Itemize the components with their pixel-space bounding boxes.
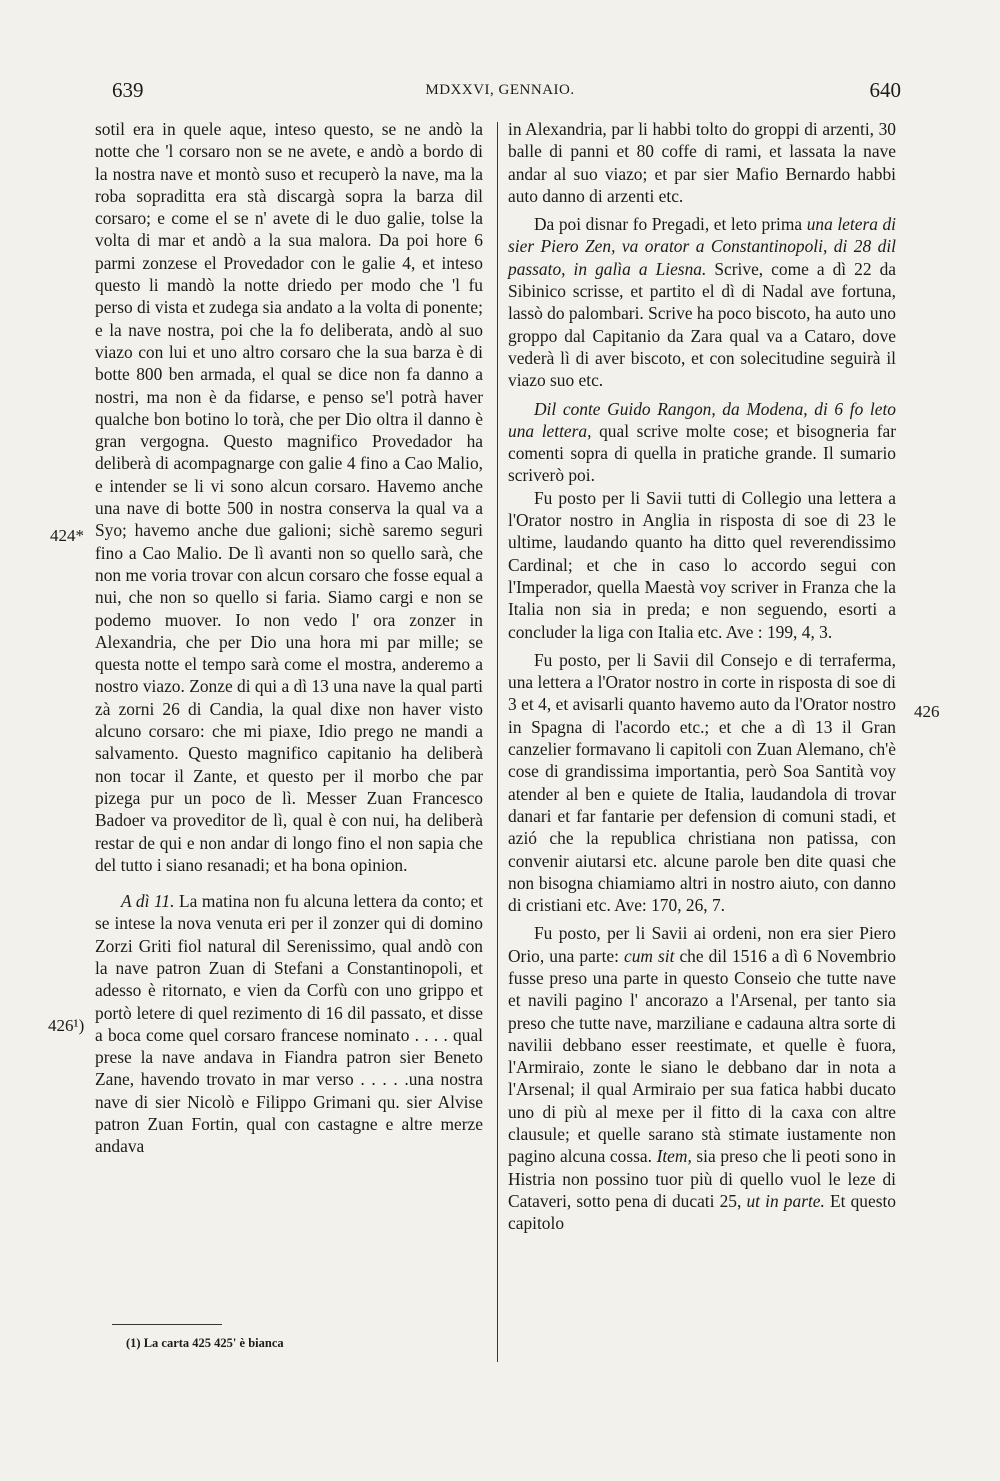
column-divider	[497, 122, 498, 1362]
right-paragraph-3: Dil conte Guido Rangon, da Modena, di 6 fo leto una lettera, qual scrive molte cose; et bisogneria far comenti sopra di quella in pratiche grande. Il sumario scriverò poi.	[508, 398, 896, 486]
margin-folio-426-right: 426	[914, 702, 940, 721]
right-paragraph-4: Fu posto per li Savii tutti di Collegio una lettera a l'Orator nostro in Anglia in risposta di soe di 23 le ultime, laudando quanto ha ditto quel reverendissimo Cardinal; et che in caso lo accordo segui con l'Imperador, quella Maestà voy scriver in Franza che la Italia non sia in preda; e non seguendo, esorti a concluder la liga con Italia etc. Ave : 199, 4, 3.	[508, 487, 896, 642]
running-title: MDXXVI, GENNAIO.	[425, 82, 575, 98]
footnote: (1) La carta 425 425' è bianca	[126, 1336, 284, 1350]
date-heading: A dì 11.	[121, 891, 175, 912]
running-header	[95, 78, 905, 108]
left-page-number: 639	[112, 78, 144, 102]
margin-folio-426-left: 426¹)	[48, 1016, 85, 1035]
right-paragraph-1: in Alexandria, par li habbi tolto do groppi di arzenti, 30 balle di panni et 80 coffe di rami, et lassata la nave andar al suo viazo; et par sier Mafio Bernardo habbi auto danno di arzenti etc.	[508, 119, 896, 206]
left-paragraph-2	[95, 890, 483, 1158]
margin-folio-424: 424*	[50, 526, 84, 545]
left-paragraph-2-text: La matina non fu alcuna lettera da conto; et se intese la nova venuta eri per il zonzer qui di domino Zorzi Griti fiol natural dil Serenissimo, qual andò con la nave patron Zuan di Stefani a Constantinopoli, et adesso è ritornato, e vien da Corfù con uno grippo et portò letere di quel rezimento di 16 dil passato, et disse a boca come quel corsaro francese nominato . . . . qual prese la nave andava in Fiandra patron sier Beneto Zane, havendo trovato in mar verso . . . . .una nostra nave di sier Nicolò e Filippo Grimani qu. sier Alvise patron Zuan Fortin, qual con castagne e altre merze andava	[95, 891, 483, 1157]
right-paragraph-5: Fu posto, per li Savii dil Consejo e di terraferma, una lettera a l'Orator nostro in corte in risposta di soe di 3 et 4, et avisarli quanto havemo auto da l'Orator nostro in Spagna di l'acordo etc.; et che a dì 13 il Gran canzelier formavano li capitoli con Zuan Alemano, ch'è cose di grandissima importantia, però Soa Santità voy atender al ben e quiete de Italia, laudandola di trovar danari et far fantarie per defension di comuni stadi, et azió che la republica christiana non patissa, con convenir aiutarsi etc. alcune parole ben dite quasi che non bisogna chiamiamo altri in nostro aiuto, con danno di cristiani etc. Ave: 170, 26, 7.	[508, 649, 896, 916]
right-page-number: 640	[869, 78, 901, 102]
right-column	[508, 118, 896, 1235]
footnote-rule	[112, 1324, 222, 1325]
left-paragraph-1: sotil era in quele aque, inteso questo, se ne andò la notte che 'l corsaro non se ne avete, e andò a bordo di la nostra nave et montò suso et recuperò la nave, ma la roba sopraditta era stà discargà sopra la barza dil corsaro; e come el se n' avete di le duo galie, tolse la volta di mar et andò a la sua malora. Da poi hore 6 parmi zonzese el Provedador con le galie 4, et inteso questo li mandò la notte driedo per modo che 'l fu perso di vista et zudega sia andato a la volta di ponente; e la nave nostra, poi che la fo deliberata, andò al suo viazo con lui et uno altro corsaro che la sua barza è di botte 800 ben armada, el qual se dice non fa danno a nostri, ma non è da fidarse, e penso se'l potrà haver qualche bon botino lo torà, che per Dio oltra il danno è gran vergogna. Questo magnifico Provedador ha deliberà di acompagnarge con galie 4 fino a Cao Malio, e intender se li vi sono alcun corsaro. Havemo anche una nave di botte 500 in nostra conserva la qual va a Syo; havemo anche due galioni; sichè saremo seguri fino a Cao Malio. De lì avanti non so quello sarà, che non me voria trovar con alcun corsaro che fosse equal a nui, che non so quello si faria. Siamo cargi e non se podemo muover. Io non vedo l' ora zonzer in Alexandria, che per Dio una hora mi par mille; se questa notte el tempo sarà come el mostra, anderemo a nostro viazo. Zonze di qui a dì 13 una nave la qual parti zà zorni 26 di Candia, la qual dixe non haver visto alcuno corsaro: che mi piaxe, Idio prego ne mandi a salvamento. Questo magnifico capitanio ha deliberà non tocar il Zante, et questo per il morbo che par pizega pur un poco de lì. Messer Zuan Francesco Badoer va proveditor de lì, qual è con nui, ha deliberà restar de qui e non andar di longo fino el non sapia che del tutto i siano resanadi; et ha bona opinion.	[95, 119, 483, 875]
right-paragraph-6: Fu posto, per li Savii ai ordeni, non era sier Piero Orio, una parte: cum sit che dil 1516 a dì 6 Novembrio fusse preso una parte in questo Conseio che tutte nave et navili pagino l' ancorazo a l'Arsenal, per tanto sia preso che tutte nave, marziliane e cadauna altra sorte di navilii debbano esser reestimate, et quelle è fuora, l'Armiraio, zonte le siano le debbano dar in nota a l'Arsenal; il qual Armiraio per sua fatica habbi ducato uno di più al mexe per il fitto di la caxa con altre clausule; et quelle sarano stà stimate iustamente non pagino alcuna cossa. Item, sia preso che li peoti sono in Histria non possino tuor più di quello vuol le leze di Cataveri, sotto pena di ducati 25, ut in parte. Et questo capitolo	[508, 923, 897, 1234]
left-column	[95, 118, 483, 1158]
right-paragraph-2: Da poi disnar fo Pregadi, et leto prima una letera di sier Piero Zen, va orator a Constantinopoli, di 28 dil passato, in galìa a Liesna. Scrive, come a dì 22 da Sibinico scrisse, et partito el dì di Nadal ave fortuna, lassò do palombari. Scrive ha poco biscoto, ha auto uno groppo dal Capitanio da Zara qual va a Cataro, dove vederà lì di aver biscoto, et con solecitudine seguirà il viazo suo etc.	[508, 214, 896, 391]
